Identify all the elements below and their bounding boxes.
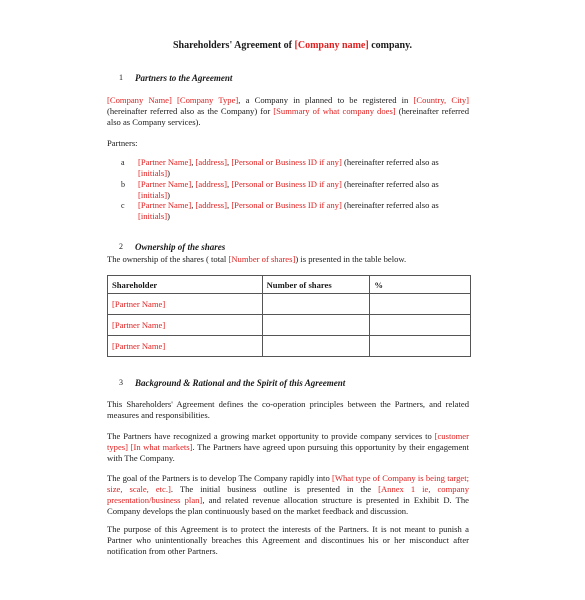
separator: , bbox=[191, 157, 196, 167]
section-title: Partners to the Agreement bbox=[135, 73, 233, 83]
paragraph-text: The goal of the Partners is to develop The Company rapidly into bbox=[107, 473, 332, 483]
id-field[interactable]: [Personal or Business ID if any] bbox=[231, 200, 342, 210]
partners-label: Partners: bbox=[107, 138, 138, 148]
shareholder-cell[interactable]: [Partner Name] bbox=[108, 315, 263, 336]
initials-field[interactable]: [initials] bbox=[138, 190, 168, 200]
ownership-paragraph bbox=[107, 254, 469, 265]
column-header: Number of shares bbox=[262, 276, 370, 294]
table-row bbox=[108, 294, 471, 315]
markets-field[interactable]: [In what markets] bbox=[130, 442, 193, 452]
title-suffix: company. bbox=[368, 40, 413, 51]
paragraph-text: . The initial business outline is presented in the bbox=[170, 484, 379, 494]
title-company-field[interactable]: [Company name] bbox=[294, 40, 369, 51]
document-title bbox=[0, 40, 585, 51]
item-text: (hereinafter referred also as bbox=[341, 157, 439, 167]
address-field[interactable]: [address] bbox=[195, 157, 228, 167]
initials-field[interactable]: [initials] bbox=[138, 168, 168, 178]
separator: , bbox=[227, 157, 232, 167]
separator: , bbox=[227, 200, 232, 210]
item-close: ) bbox=[167, 211, 170, 221]
initials-field[interactable]: [initials] bbox=[138, 211, 168, 221]
item-letter: b bbox=[121, 180, 125, 189]
shareholder-cell[interactable]: [Partner Name] bbox=[108, 294, 263, 315]
item-close: ) bbox=[167, 168, 170, 178]
background-paragraph-2 bbox=[107, 431, 469, 464]
customer-types-field[interactable]: [customer types] bbox=[107, 431, 469, 452]
separator: , bbox=[191, 200, 196, 210]
section-title: Ownership of the shares bbox=[135, 242, 226, 252]
column-header: % bbox=[370, 276, 471, 294]
id-field[interactable]: [Personal or Business ID if any] bbox=[231, 179, 342, 189]
paragraph-text: The Partners have recognized a growing market opportunity to provide company services to bbox=[107, 431, 435, 441]
background-paragraph-3 bbox=[107, 473, 469, 517]
partner-name-field[interactable]: [Partner Name] bbox=[138, 157, 192, 167]
section-title: Background & Rational and the Spirit of this Agreement bbox=[135, 378, 346, 388]
background-paragraph-4: The purpose of this Agreement is to protect the interests of the Partners. It is not meant to punish a Partner who unintentionally breaches this Agreement and discontinues his or her misconduct after notification from other Partners. bbox=[107, 524, 469, 556]
ownership-text: ) is presented in the table below. bbox=[295, 254, 407, 264]
address-field[interactable]: [address] bbox=[195, 200, 228, 210]
shares-cell[interactable] bbox=[262, 315, 370, 336]
intro-paragraph bbox=[107, 95, 469, 128]
item-letter: a bbox=[121, 158, 125, 167]
company-name-field[interactable]: [Company Name] [Company Type] bbox=[107, 95, 239, 105]
percent-cell[interactable] bbox=[370, 336, 471, 357]
section-number: 3 bbox=[119, 378, 123, 387]
shares-cell[interactable] bbox=[262, 294, 370, 315]
item-text: (hereinafter referred also as bbox=[341, 179, 439, 189]
item-letter: c bbox=[121, 201, 125, 210]
item-text: (hereinafter referred also as bbox=[341, 200, 439, 210]
intro-text: (hereinafter referred also as the Company) for bbox=[107, 106, 274, 116]
location-field[interactable]: [Country, City] bbox=[413, 95, 470, 105]
ownership-text: The ownership of the shares ( total bbox=[107, 254, 229, 264]
title-prefix: Shareholders' Agreement of bbox=[172, 40, 295, 51]
paragraph-text: , and related revenue allocation structure is presented in Exhibit D. The Company develops the plan continuously based on the market feedback and discussion. bbox=[107, 495, 470, 516]
company-type-target-field[interactable]: [What type of Company is being target; size, scale, etc.] bbox=[107, 473, 469, 494]
shares-table bbox=[107, 275, 471, 357]
annex-field[interactable]: [Annex 1 ie, company presentation/business plan] bbox=[107, 484, 469, 505]
partner-name-field[interactable]: [Partner Name] bbox=[138, 200, 192, 210]
section-number: 1 bbox=[119, 73, 123, 82]
id-field[interactable]: [Personal or Business ID if any] bbox=[231, 157, 342, 167]
percent-cell[interactable] bbox=[370, 294, 471, 315]
intro-text: (hereinafter referred also as Company services). bbox=[107, 106, 469, 127]
separator: , bbox=[227, 179, 232, 189]
table-header-row bbox=[108, 276, 471, 294]
section-number: 2 bbox=[119, 242, 123, 251]
intro-text: , a Company in planned to be registered in bbox=[238, 95, 414, 105]
summary-field[interactable]: [Summary of what company does] bbox=[273, 106, 396, 116]
partner-name-field[interactable]: [Partner Name] bbox=[138, 179, 192, 189]
table-row bbox=[108, 315, 471, 336]
separator: , bbox=[191, 179, 196, 189]
item-close: ) bbox=[167, 190, 170, 200]
shares-cell[interactable] bbox=[262, 336, 370, 357]
number-of-shares-field[interactable]: [Number of shares] bbox=[228, 254, 296, 264]
paragraph-text: . The Partners have agreed upon pursuing this opportunity by their engagement with The Company. bbox=[107, 442, 469, 463]
background-paragraph-1: This Shareholders' Agreement defines the co-operation principles between the Partners, and related measures and responsibilities. bbox=[107, 399, 469, 420]
table-row bbox=[108, 336, 471, 357]
percent-cell[interactable] bbox=[370, 315, 471, 336]
shareholder-cell[interactable]: [Partner Name] bbox=[108, 336, 263, 357]
column-header: Shareholder bbox=[108, 276, 263, 294]
address-field[interactable]: [address] bbox=[195, 179, 228, 189]
